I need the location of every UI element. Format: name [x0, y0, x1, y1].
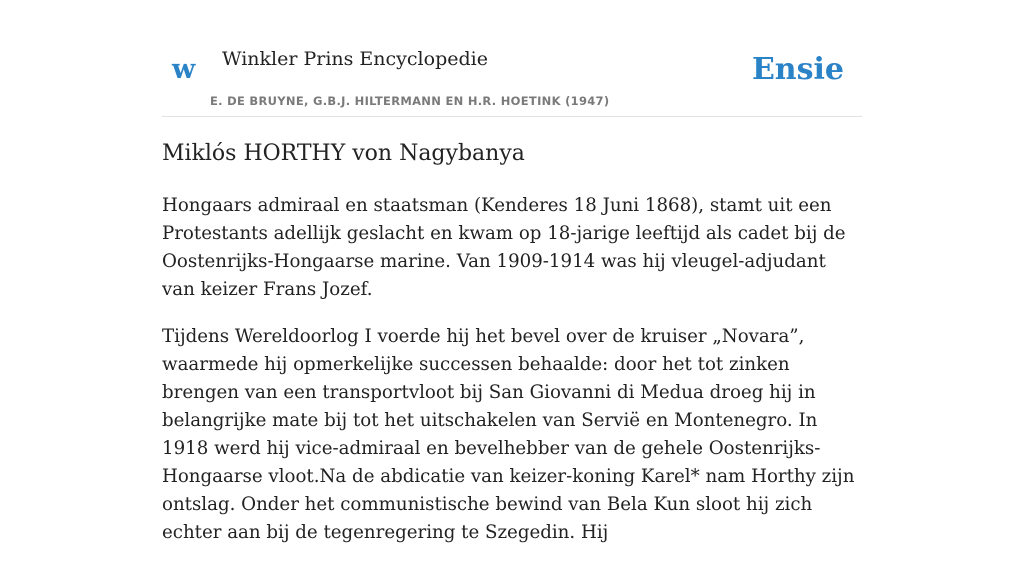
ensie-logo[interactable]: Ensie — [751, 52, 844, 87]
publication-authors: E. DE BRUYNE, G.B.J. HILTERMANN EN H.R. HOETINK (1947) — [210, 94, 610, 108]
site-header — [162, 0, 862, 117]
article-title: Miklós HORTHY von Nagybanya — [162, 141, 525, 166]
winkler-prins-logo-icon[interactable]: w — [172, 54, 196, 85]
article-paragraph: Hongaars admiraal en staatsman (Kenderes 18 Juni 1868), stamt uit een Protestants adellijk geslacht en kwam op 18-jarige leeftijd als cadet bij de Oostenrijks-Hongaarse marine. Van 1909-1914 was hij vleugel-adjudant van keizer Frans Jozef. — [162, 195, 846, 300]
article-paragraph: Tijdens Wereldoorlog I voerde hij het bevel over de kruiser „Novara”, waarmede hij opmerkelijke successen behaalde: door het tot zinken brengen van een transportvloot bij San Giovanni di Medua droeg hij in belangrijke mate bij tot het uitschakelen van Servië en Montenegro. In 1918 werd hij vice-admiraal en bevelhebber van de gehele Oostenrijks-Hongaarse vloot.Na de abdicatie van keizer-koning Karel* nam Horthy zijn ontslag. Onder het communistische bewind van Bela Kun sloot hij zich echter aan bij de tegenregering te Szegedin. Hij — [162, 326, 855, 543]
publication-title[interactable]: Winkler Prins Encyclopedie — [222, 48, 488, 70]
article-body — [162, 192, 862, 566]
